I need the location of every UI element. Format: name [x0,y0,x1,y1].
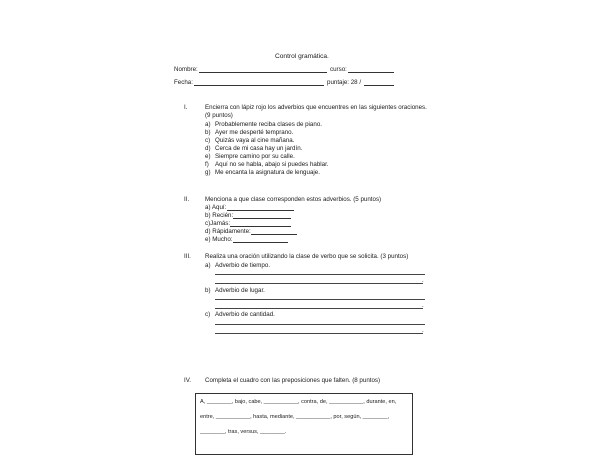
section2-instruction: Menciona a que clase corresponden estos adverbios. (5 puntos) [205,196,382,203]
date-label: Fecha: [174,79,193,86]
score-label: puntaje: 28 / [327,79,362,86]
s1-item-text: Siempre camino por su calle. [215,153,295,160]
s1-item-text: Aquí no se habla, abajo si puedes hablar. [215,161,329,168]
s3-writing-line[interactable] [215,299,425,300]
s2-item-label: e) Mucho: [205,236,233,243]
s1-item-letter: d) [205,145,211,152]
page-title: Control gramática. [275,53,329,60]
s1-item-text: Me encanta la asignatura de lenguaje. [215,169,320,176]
prepositions-row: ________, tras, versus, ________. [200,429,287,435]
course-field-line[interactable] [348,72,394,73]
prepositions-row: entre, ___________, hasta, mediante, ___________, por, según, ________, [200,414,390,420]
s3-item-text: Adverbio de lugar. [215,287,265,294]
score-field-line[interactable] [364,85,394,86]
s3-item-letter: b) [205,287,211,294]
s2-answer-line[interactable] [230,226,291,227]
s1-item-text: Ayer me desperté temprano. [215,129,294,136]
prepositions-row: A, ________, bajo, cabe, ___________, contra, de, ___________, durante, en, [200,399,397,405]
prepositions-box [195,393,413,455]
section1-points: (9 puntos) [205,112,233,119]
s3-end-mark: . [422,302,424,309]
name-field-line[interactable] [199,72,327,73]
s1-item-letter: e) [205,153,211,160]
s3-writing-line[interactable] [215,274,425,275]
section1-instruction: Encierra con lápiz rojo los adverbios que encuentres en las siguientes oraciones. [205,104,427,111]
section4-numeral: IV. [184,377,191,384]
s3-item-letter: a) [205,262,211,269]
s2-item-label: a) Aquí: [205,204,227,211]
section2-numeral: II. [184,196,190,203]
s2-item-label: c)Jamás: [205,220,231,227]
s1-item-text: Quizás vaya al cine mañana. [215,137,295,144]
s3-item-letter: c) [205,311,211,318]
s3-item-text: Adverbio de cantidad. [215,311,275,318]
s2-item-label: d) Rápidamente: [205,228,251,235]
s3-end-mark: . [422,327,424,334]
s3-writing-line[interactable] [215,308,423,309]
section3-numeral: III. [184,253,191,260]
s3-writing-line[interactable] [215,333,423,334]
s1-item-letter: f) [205,161,209,168]
section1-numeral: I. [184,104,188,111]
s1-item-letter: a) [205,121,211,128]
s1-item-letter: g) [205,169,211,176]
course-label: curso: [330,66,347,73]
s3-end-mark: . [422,277,424,284]
s1-item-letter: b) [205,129,211,136]
s1-item-letter: c) [205,137,211,144]
s2-answer-line[interactable] [233,242,288,243]
section4-instruction: Completa el cuadro con las preposiciones que falten. (8 puntos) [205,377,381,384]
s3-writing-line[interactable] [215,324,425,325]
s2-item-label: b) Recién: [205,212,234,219]
s3-writing-line[interactable] [215,283,423,284]
s2-answer-line[interactable] [251,234,297,235]
date-field-line[interactable] [194,85,324,86]
name-label: Nombre: [174,66,198,73]
s1-item-text: Cerca de mi casa hay un jardín. [215,145,303,152]
s3-item-text: Adverbio de tiempo. [215,262,271,269]
s2-answer-line[interactable] [233,218,291,219]
section3-instruction: Realiza una oración utilizando la clase de verbo que se solicita. (3 puntos) [205,253,409,260]
s2-answer-line[interactable] [227,210,294,211]
s1-item-text: Probablemente reciba clases de piano. [215,121,322,128]
